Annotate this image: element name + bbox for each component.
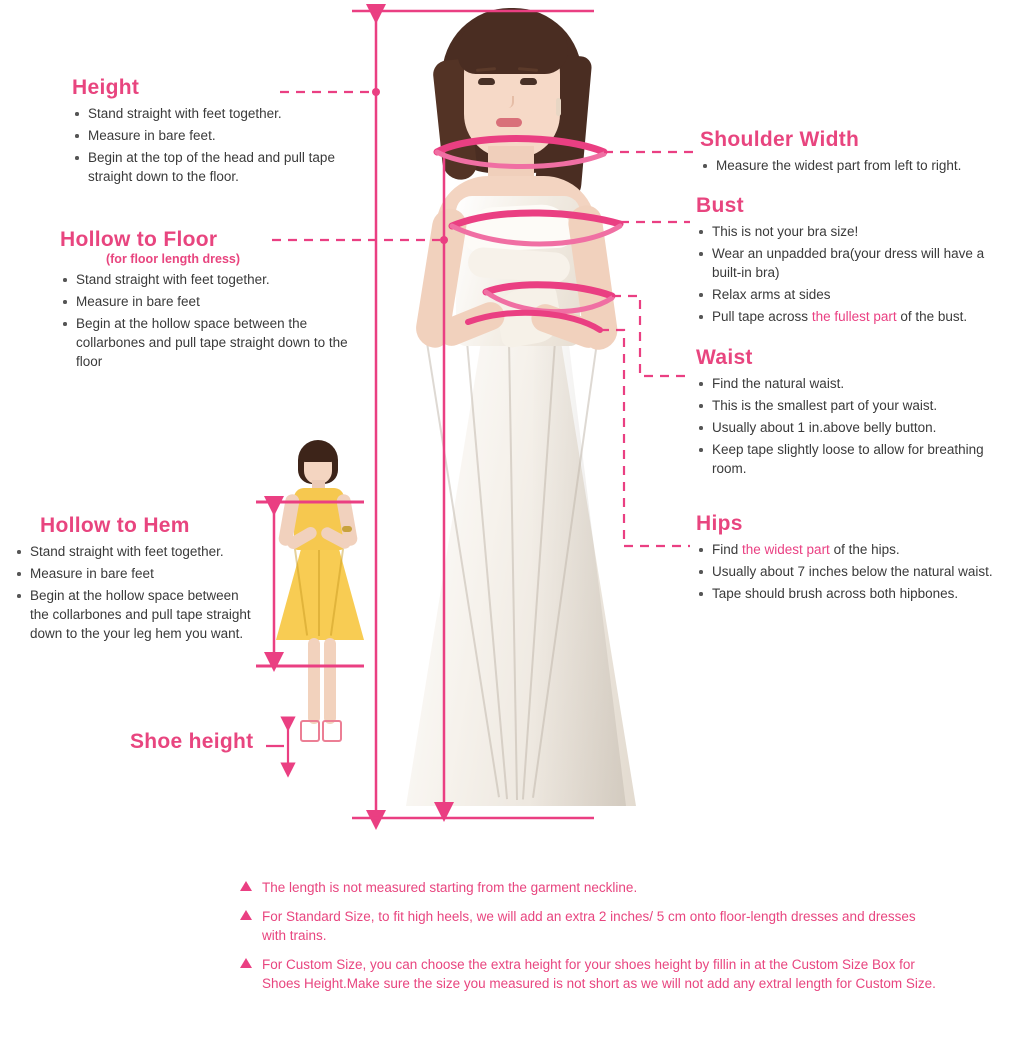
section-height (72, 76, 352, 189)
bride-illustration (380, 0, 660, 830)
section-hollow-to-hem (14, 514, 254, 646)
list-item: Find the natural waist. (696, 374, 1006, 393)
fringe (458, 18, 568, 74)
footnote-text: The length is not measured starting from the garment neckline. (262, 880, 638, 895)
skirt-shading (530, 340, 626, 806)
section-height-title: Height (72, 76, 140, 99)
list-item: Measure in bare feet (14, 564, 254, 583)
list-item: Stand straight with feet together. (72, 104, 352, 123)
list-item: Relax arms at sides (696, 285, 1014, 304)
footnote (240, 907, 940, 946)
earring (556, 98, 561, 116)
list-item: This is not your bra size! (696, 222, 1014, 241)
list-item: Measure in bare feet. (72, 126, 352, 145)
short-dress-illustration (268, 440, 388, 780)
section-height-list (72, 104, 352, 186)
shoe-right (322, 720, 342, 742)
hips-emphasis: the widest part (742, 542, 830, 557)
footnote-text: For Standard Size, to fit high heels, we will add an extra 2 inches/ 5 cm onto floor-length dresses and dresses with trains. (262, 908, 916, 943)
section-shoulder-width (700, 128, 1010, 178)
section-waist-list (696, 374, 1006, 478)
bracelet (342, 526, 352, 532)
section-shoe-height-title: Shoe height (130, 730, 254, 753)
section-hips-title: Hips (696, 512, 743, 535)
leg-right (324, 638, 336, 724)
footnote-text: For Custom Size, you can choose the extra height for your shoes height by fillin in at the Custom Size Box for Shoes Height.Make sure the size you measured is not short as we will not add any extral length for Custom Size. (262, 956, 936, 991)
list-item: Find the widest part of the hips. (696, 540, 1006, 559)
section-waist-title: Waist (696, 346, 753, 369)
list-item: Stand straight with feet together. (60, 270, 356, 289)
list-item: Begin at the top of the head and pull tape straight down to the floor. (72, 148, 352, 186)
footnotes (240, 878, 940, 1003)
list-item: Stand straight with feet together. (14, 542, 254, 561)
list-item: Usually about 1 in.above belly button. (696, 418, 1006, 437)
fringe (300, 446, 336, 462)
list-item: This is the smallest part of your waist. (696, 396, 1006, 415)
list-item: Usually about 7 inches below the natural waist. (696, 562, 1006, 581)
section-hips (696, 512, 1006, 606)
section-hollow-to-floor-subtitle: (for floor length dress) (105, 252, 241, 266)
section-shoulder-width-title: Shoulder Width (700, 128, 860, 151)
footnote (240, 878, 940, 898)
list-item: Keep tape slightly loose to allow for breathing room. (696, 440, 1006, 478)
section-hollow-to-floor (60, 228, 356, 374)
section-hollow-to-floor-list (60, 270, 356, 371)
mouth (496, 118, 522, 127)
list-item: Measure the widest part from left to right. (700, 156, 1010, 175)
shoe-left (300, 720, 320, 742)
list-item: Begin at the hollow space between the collarbones and pull tape straight down to the your leg hem you want. (14, 586, 254, 643)
section-hollow-to-floor-title: Hollow to Floor (60, 228, 218, 251)
list-item: Tape should brush across both hipbones. (696, 584, 1006, 603)
yellow-skirt (276, 544, 364, 640)
eye-right (520, 78, 537, 85)
eye-left (478, 78, 495, 85)
bust-emphasis: the fullest part (811, 309, 897, 324)
warning-triangle-icon (240, 958, 252, 968)
bodice-fold (463, 203, 573, 253)
skirt-fold (318, 548, 320, 636)
leg-left (308, 638, 320, 724)
section-bust-list (696, 222, 1014, 326)
list-item: Wear an unpadded bra(your dress will have a built-in bra) (696, 244, 1014, 282)
section-shoulder-width-list (700, 156, 1010, 175)
list-item: Begin at the hollow space between the collarbones and pull tape straight down to the floor (60, 314, 356, 371)
section-hollow-to-hem-list (14, 542, 254, 643)
section-shoe-height (130, 730, 253, 754)
footnote (240, 955, 940, 994)
section-waist (696, 346, 1006, 481)
warning-triangle-icon (240, 910, 252, 920)
section-bust-title: Bust (696, 194, 744, 217)
list-item: Pull tape across the fullest part of the bust. (696, 307, 1014, 326)
section-hollow-to-hem-title: Hollow to Hem (40, 514, 190, 537)
list-item: Measure in bare feet (60, 292, 356, 311)
warning-triangle-icon (240, 881, 252, 891)
section-hips-list (696, 540, 1006, 603)
section-bust (696, 194, 1014, 329)
